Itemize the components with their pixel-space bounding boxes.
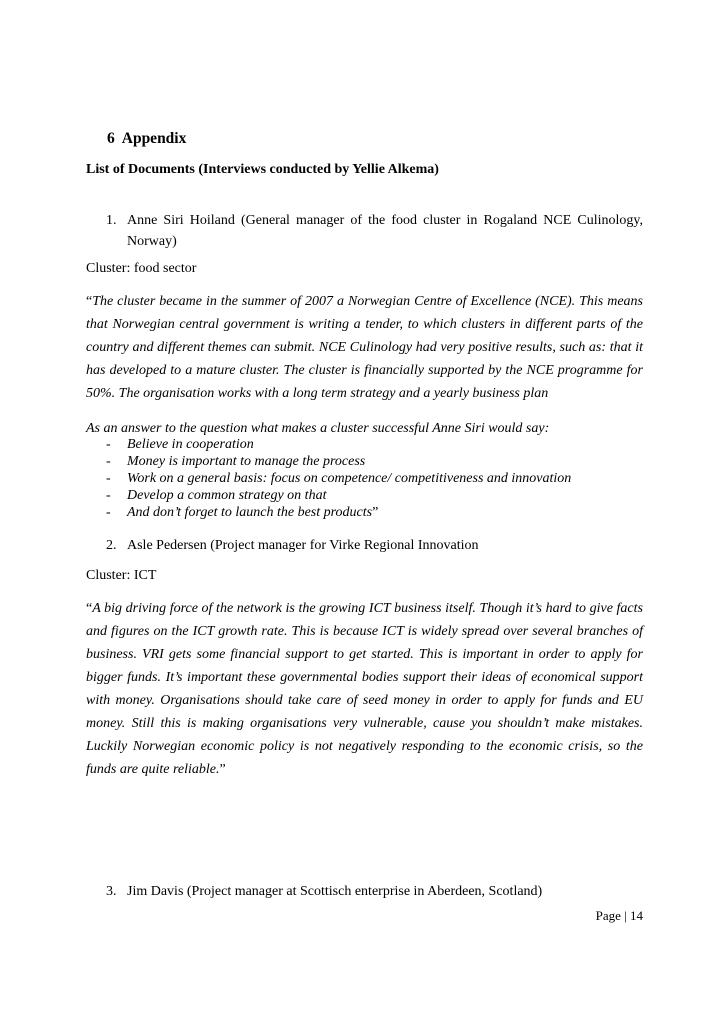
interview-quote bbox=[86, 290, 643, 405]
success-factors-list bbox=[106, 436, 626, 521]
item-number: 3. bbox=[106, 884, 117, 899]
item-number: 1. bbox=[106, 213, 117, 228]
quote-open: “ bbox=[86, 294, 93, 309]
dash-bullet: - bbox=[106, 471, 111, 486]
cluster-label: Cluster: food sector bbox=[86, 261, 197, 276]
list-item bbox=[106, 210, 643, 252]
question-text: As an answer to the question what makes a cluster successful Anne Siri would say: bbox=[86, 421, 550, 436]
section-title: Appendix bbox=[121, 130, 187, 147]
documents-subtitle: List of Documents (Interviews conducted by Yellie Alkema) bbox=[86, 162, 439, 177]
cluster-label: Cluster: ICT bbox=[86, 568, 157, 583]
quote-text: The cluster became in the summer of 2007 a Norwegian Centre of Excellence (NCE). This means that Norwegian central government is writing a tender, to which clusters in different parts of the country and different themes can submit. NCE Culinology had very positive results, such as: that it has developed to a mature cluster. The cluster is financially supported by the NCE programme for 50%. The organisation works with a long term strategy and a yearly business plan bbox=[86, 294, 643, 401]
dash-bullet: - bbox=[106, 488, 111, 503]
list-item: - Money is important to manage the process bbox=[106, 454, 366, 469]
page-number: Page | 14 bbox=[595, 908, 643, 923]
interview-quote bbox=[86, 597, 643, 781]
dash-bullet: - bbox=[106, 454, 111, 469]
dash-bullet: - bbox=[106, 505, 111, 520]
list-item: - Work on a general basis: focus on competence/ competitiveness and innovation bbox=[106, 471, 572, 486]
item-text: Asle Pedersen (Project manager for Virke Regional Innovation bbox=[127, 538, 479, 553]
item-text: Jim Davis (Project manager at Scottisch enterprise in Aberdeen, Scotland) bbox=[127, 884, 543, 899]
quote-close: ” bbox=[219, 762, 226, 777]
quote-text: A big driving force of the network is the growing ICT business itself. Though it’s hard to give facts and figures on the ICT growth rate. This is because ICT is widely spread over several branches of business. VRI gets some financial support to get started. This is important in order to apply for bigger funds. It’s important these governmental bodies support their ideas of economical support with money. Organisations should take care of seed money in order to apply for funds and EU money. Still this is making organisations very vulnerable, cause you shouldn’t make mistakes. Luckily Norwegian economic policy is not negatively responding to the economic crisis, so the funds are quite reliable. bbox=[86, 601, 643, 777]
list-item bbox=[106, 881, 643, 902]
section-heading bbox=[107, 130, 186, 148]
quote-open: “ bbox=[86, 601, 93, 616]
item-text: Anne Siri Hoiland (General manager of the food cluster in Rogaland NCE Culinology, Norway) bbox=[127, 213, 643, 249]
list-item: - Believe in cooperation bbox=[106, 437, 254, 452]
list-item: - And don’t forget to launch the best products” bbox=[106, 505, 379, 520]
list-item: - Develop a common strategy on that bbox=[106, 488, 327, 503]
section-number: 6 bbox=[107, 130, 115, 147]
list-item bbox=[106, 535, 643, 556]
dash-bullet: - bbox=[106, 437, 111, 452]
item-number: 2. bbox=[106, 538, 117, 553]
